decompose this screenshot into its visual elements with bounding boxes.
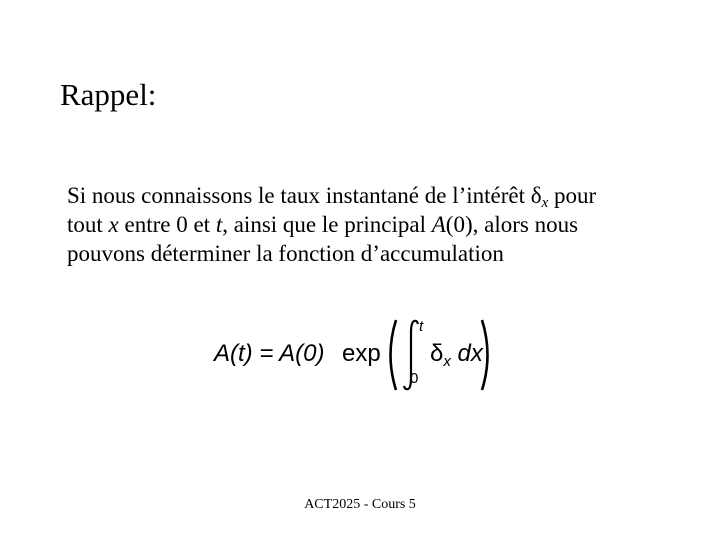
delta-subscript: x (541, 195, 549, 211)
body-paragraph (67, 181, 627, 268)
body-line-2 (67, 210, 627, 239)
integrand-subscript: x (443, 353, 451, 370)
integrand (430, 340, 483, 368)
var-A-arg: (0) (445, 212, 473, 237)
integrand-dx: dx (450, 340, 483, 367)
body-line-1-end: pour (548, 183, 597, 208)
var-A: A (431, 212, 446, 237)
integral-lower-limit: 0 (410, 370, 419, 387)
body-line-2-start: tout (67, 212, 109, 237)
body-line-1 (67, 181, 627, 210)
slide-footer: ACT2025 - Cours 5 (304, 497, 416, 512)
var-t: t (215, 212, 223, 237)
body-line-1-text: Si nous connaissons le taux instantané de l’intérêt δ (67, 183, 542, 208)
slide-title: Rappel: (60, 77, 157, 112)
left-paren-symbol (384, 318, 398, 392)
body-line-2-end: , alors nous (472, 212, 579, 237)
var-x: x (108, 212, 119, 237)
body-line-2-mid: entre 0 et (118, 212, 216, 237)
formula-lhs (214, 340, 324, 368)
integral-upper-limit: t (419, 318, 424, 335)
formula-exp: exp (342, 340, 381, 367)
body-line-3: pouvons déterminer la fonction d’accumulation (67, 241, 504, 266)
body-line-2-mid2: , ainsi que le principal (222, 212, 432, 237)
right-paren-symbol (480, 318, 494, 392)
delta-symbol: δ (430, 340, 444, 367)
formula-lhs-text: A(t) = A(0) (214, 340, 325, 367)
